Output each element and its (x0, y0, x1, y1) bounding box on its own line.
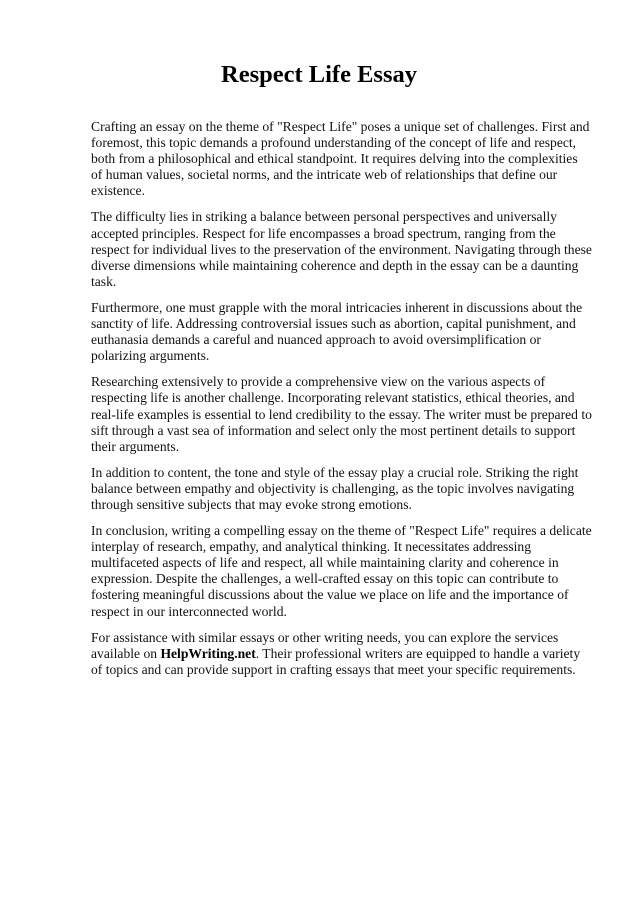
paragraph-moral: Furthermore, one must grapple with the moral intricacies inherent in discussions about the sanctity of life. Addressing controversial issues such as abortion, capital punishment, and euthanasia demands a careful and nuanced approach to avoid oversimplification or polarizing arguments. (91, 299, 583, 364)
paragraph-research: Researching extensively to provide a comprehensive view on the various aspects of respecting life is another challenge. Incorporating relevant statistics, ethical theories, and real-life examples is essential to lend credibility to the essay. The writer must be prepared to sift through a vast sea of information and select only the most pertinent details to support their arguments. (91, 374, 592, 454)
paragraph-tone: In addition to content, the tone and style of the essay play a crucial role. Striking the right balance between empathy and objectivity is challenging, as the topic involves navigating through sensitive subjects that may evoke strong emotions. (91, 464, 579, 512)
paragraph-conclusion: In conclusion, writing a compelling essay on the theme of "Respect Life" requires a delicate interplay of research, empathy, and analytical thinking. It necessitates addressing multifaceted aspects of life and respect, all while maintaining clarity and coherence in expression. Despite the challenges, a well-crafted essay on this topic can contribute to fostering meaningful discussions about the value we place on life and the importance of respect in our interconnected world. (91, 523, 592, 619)
paragraph-intro: Crafting an essay on the theme of "Respect Life" poses a unique set of challenges. First and foremost, this topic demands a profound understanding of the concept of life and respect, both from a philosophical and ethical standpoint. It requires delving into the complexities of human values, societal norms, and the intricate web of relationships that define our existence. (91, 119, 590, 199)
helpwriting-link[interactable]: HelpWriting.net (160, 645, 256, 661)
closing-text-before: For assistance with similar essays or other writing needs, you can explore the services available on (91, 629, 559, 661)
paragraph-closing (91, 630, 592, 678)
page-title: Respect Life Essay (221, 61, 417, 88)
paragraph-balance: The difficulty lies in striking a balance between personal perspectives and universally accepted principles. Respect for life encompasses a broad spectrum, ranging from the respect for individual lives to the preservation of the environment. Navigating through these diverse dimensions while maintaining coherence and depth in the essay can be a daunting task. (91, 209, 592, 289)
closing-text-after: . Their professional writers are equipped to handle a variety of topics and can provide support in crafting essays that meet your specific requirements. (91, 645, 581, 677)
